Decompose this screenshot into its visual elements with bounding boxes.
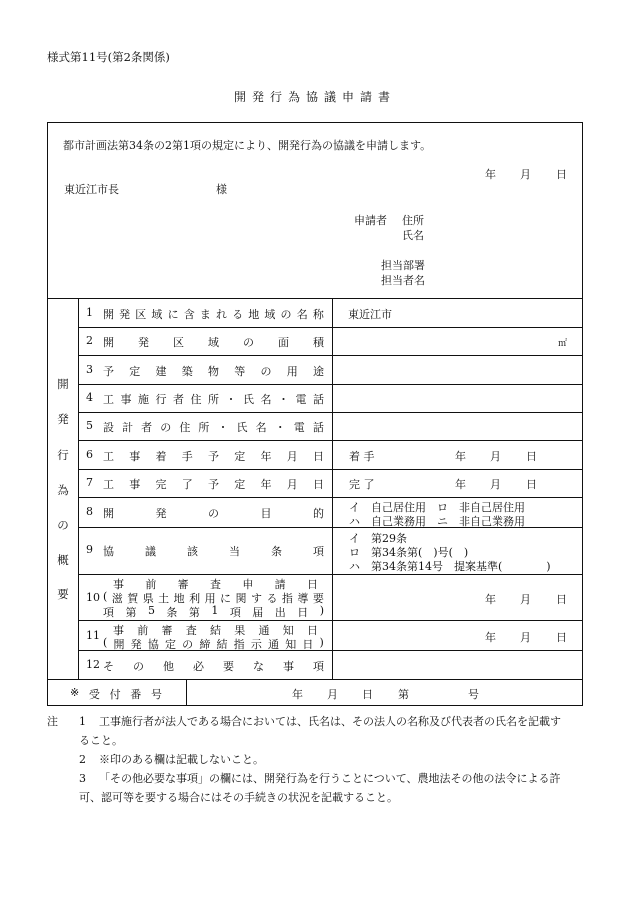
note-number: 3 (79, 772, 86, 785)
receipt-year: 年 (292, 688, 303, 701)
start-day: 日 (526, 450, 537, 463)
row-label-clause: 協 議 該 当 条 項 (103, 545, 324, 558)
header-divider (48, 298, 583, 299)
note-item (47, 769, 587, 788)
date-year: 年 (485, 168, 496, 181)
receipt-go: 号 (468, 688, 479, 701)
side-label-char: 要 (57, 587, 69, 601)
applicant-address-label: 住所 (402, 214, 424, 227)
start-label: 着 手 (349, 450, 375, 463)
row-label-designer: 設 計 者 の 住 所 ・ 氏 名 ・ 電 話 (103, 421, 324, 434)
row-label-contractor: 工 事 施 行 者 住 所 ・ 氏 名 ・ 電 話 (103, 393, 324, 406)
receipt-divider (48, 679, 583, 680)
side-label-char: 発 (57, 412, 69, 426)
row-number: 9 (86, 543, 93, 556)
date-month: 月 (520, 168, 531, 181)
purpose-option: イ 自己居住用 ロ 非自己居住用 (349, 501, 525, 514)
intro-statement: 都市計画法第34条の2第1項の規定により、開発行為の協議を申請します。 (63, 139, 432, 152)
row-divider (78, 620, 583, 621)
completion-month: 月 (490, 478, 501, 491)
side-label-char: 為 (57, 483, 69, 497)
review-result-day: 日 (556, 631, 567, 644)
row-label-start-date: 工 事 着 手 予 定 年 月 日 (103, 450, 324, 463)
purpose-option: ハ 自己業務用 ニ 非自己業務用 (349, 515, 525, 528)
row-number: 12 (86, 658, 100, 671)
completion-day: 日 (526, 478, 537, 491)
note-text: ※印のある欄は記載しないこと。 (99, 753, 264, 766)
notes-head: 注 (47, 715, 58, 728)
receipt-number-label: ※ 受 付 番 号 (70, 686, 162, 701)
row-number: 1 (86, 306, 93, 319)
note-item (47, 712, 587, 731)
note-number: 1 (79, 715, 86, 728)
row-label-pre-review-date: 事 前 審 査 申 請 日 (113, 578, 318, 591)
completion-year: 年 (455, 478, 466, 491)
row-label-other: そ の 他 必 要 な 事 項 (103, 660, 324, 673)
row-label-review-result-date: 事 前 審 査 結 果 通 知 日 (113, 624, 318, 637)
row-divider (78, 355, 583, 356)
side-label-char: 概 (57, 553, 69, 567)
date-day: 日 (556, 168, 567, 181)
row-divider (78, 469, 583, 470)
note-text: 「その他必要な事項」の欄には、開発行為を行うことについて、農地法その他の法令による許 (99, 772, 561, 785)
row-label-building-use: 予 定 建 築 物 等 の 用 途 (103, 365, 324, 378)
note-continuation (47, 788, 587, 807)
row-divider (78, 412, 583, 413)
row-divider (78, 440, 583, 441)
form-number: 様式第11号(第2条関係) (47, 50, 170, 64)
receipt-month: 月 (327, 688, 338, 701)
row-divider (78, 497, 583, 498)
clause-option: イ 第29条 (349, 532, 407, 545)
row-divider (78, 574, 583, 575)
document-title: 開発行為協議申請書 (233, 90, 396, 104)
note-number: 2 (79, 753, 86, 766)
row-number: 5 (86, 419, 93, 432)
row-label-completion-date: 工 事 完 了 予 定 年 月 日 (103, 478, 324, 491)
row-label-sub: 項 第 5 条 第 1 項 届 出 日 ) (103, 604, 324, 619)
row-number: 3 (86, 363, 93, 376)
start-month: 月 (490, 450, 501, 463)
side-column-divider (78, 298, 79, 679)
row-label-sub: ( 滋 賀 県 土 地 利 用 に 関 す る 指 導 要 (103, 590, 324, 605)
row-label-purpose: 開 発 の 目 的 (103, 507, 324, 520)
department-label: 担当部署 (381, 259, 425, 272)
side-label-char: 開 (57, 377, 69, 391)
row-label-area-size: 開 発 区 域 の 面 積 (103, 336, 324, 349)
row-number: 6 (86, 448, 93, 461)
row-label-area-name: 開 発 区 域 に 含 ま れ る 地 域 の 名 称 (103, 308, 324, 321)
receipt-dai: 第 (398, 688, 409, 701)
applicant-name-label: 氏名 (402, 229, 424, 242)
note-text: 工事施行者が法人である場合においては、氏名は、その法人の名称及び代表者の氏名を記載す (99, 715, 561, 728)
side-label-char: の (57, 518, 69, 532)
side-label-char: 行 (57, 448, 69, 462)
row-number: 7 (86, 476, 93, 489)
area-name-value: 東近江市 (348, 308, 392, 321)
row-number: 8 (86, 505, 93, 518)
note-continuation (47, 731, 587, 750)
person-in-charge-label: 担当者名 (381, 274, 425, 287)
row-number: 10 (86, 591, 100, 604)
row-divider (78, 384, 583, 385)
receipt-column-divider (186, 679, 187, 706)
note-item (47, 750, 587, 769)
review-result-year: 年 (485, 631, 496, 644)
note-text: ること。 (79, 734, 123, 747)
clause-option: ロ 第34条第( )号( ) (349, 546, 469, 559)
pre-review-month: 月 (520, 593, 531, 606)
row-number: 2 (86, 334, 93, 347)
pre-review-day: 日 (556, 593, 567, 606)
notes-section (47, 712, 587, 807)
pre-review-year: 年 (485, 593, 496, 606)
completion-label: 完 了 (349, 478, 375, 491)
clause-option: ハ 第34条第14号 提案基準( ) (349, 560, 551, 573)
addressee-name: 東近江市長 (64, 183, 119, 196)
row-number: 11 (86, 629, 100, 642)
area-unit: ㎡ (558, 339, 568, 349)
start-year: 年 (455, 450, 466, 463)
row-number: 4 (86, 391, 93, 404)
row-divider (78, 327, 583, 328)
receipt-day: 日 (362, 688, 373, 701)
value-column-divider (332, 298, 333, 679)
addressee-honorific: 様 (216, 183, 227, 196)
applicant-label: 申請者 (354, 214, 387, 227)
note-text: 可、認可等を要する場合にはその手続きの状況を記載すること。 (79, 791, 398, 804)
row-label-sub: ( 開 発 協 定 の 締 結 指 示 通 知 日 ) (103, 636, 324, 651)
review-result-month: 月 (520, 631, 531, 644)
